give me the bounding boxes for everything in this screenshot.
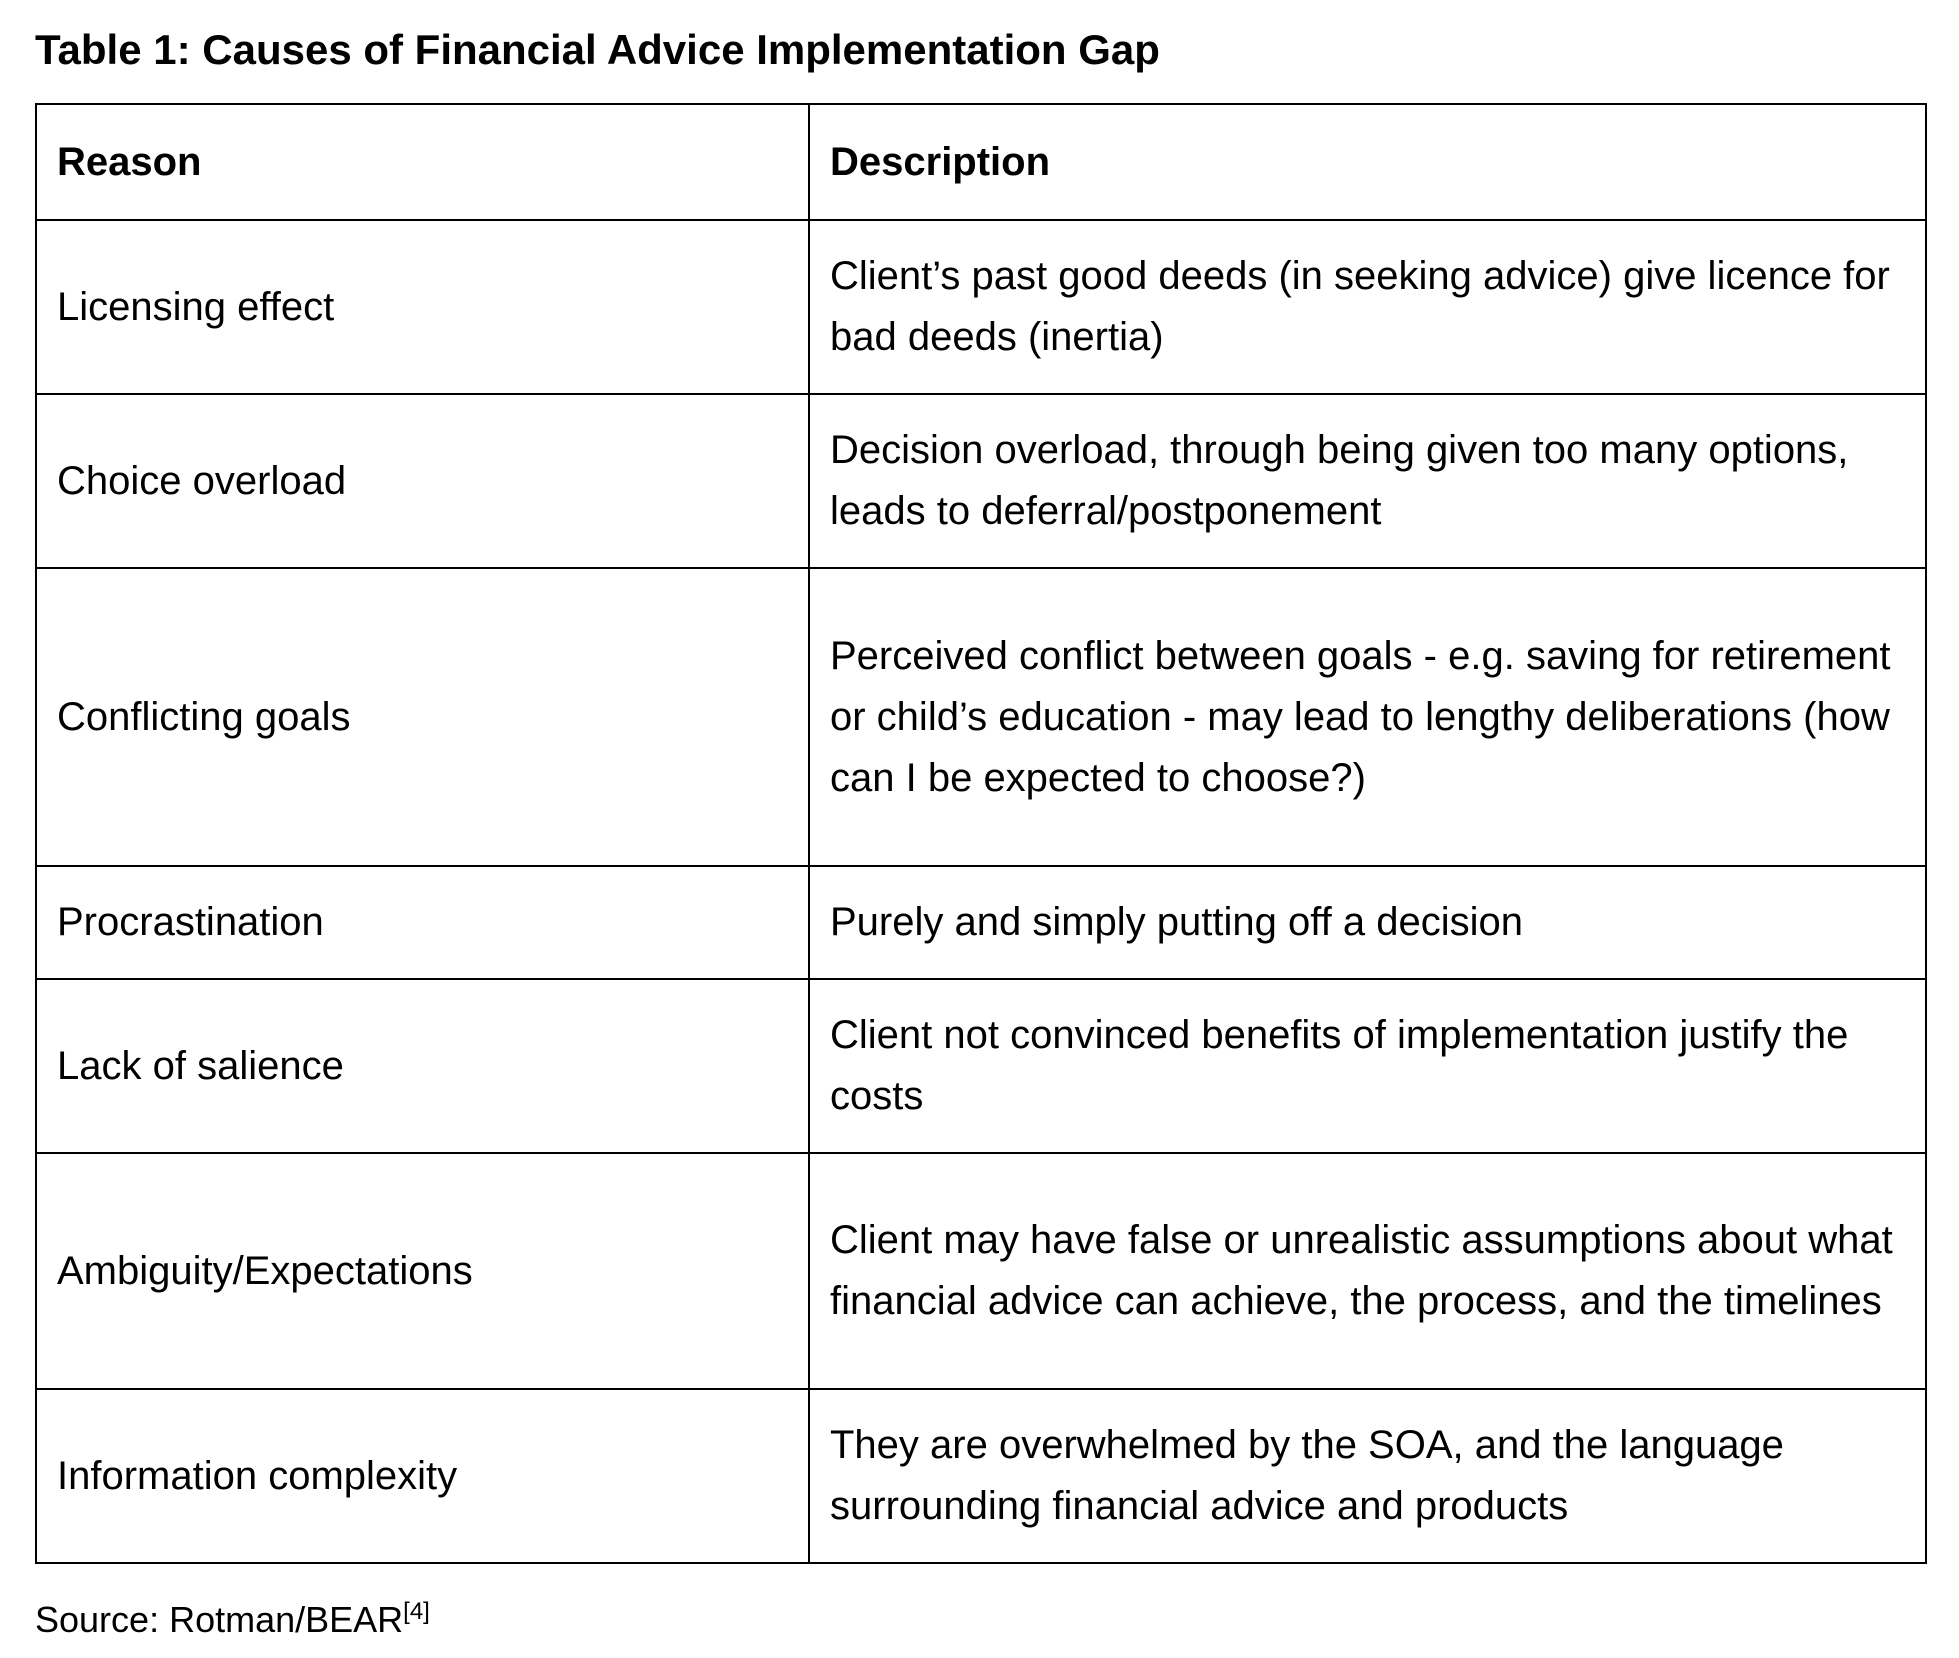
header-reason: Reason (36, 104, 809, 220)
description-cell: Client may have false or unrealistic assumptions about what financial advice can achieve, the process, and the timelines (809, 1153, 1926, 1389)
description-cell: Perceived conflict between goals - e.g. saving for retirement or child’s education - may lead to lengthy deliberations (how can I be expected to choose?) (809, 568, 1926, 866)
table-row (36, 568, 1926, 866)
table-header-row (36, 104, 1926, 220)
causes-table (35, 103, 1927, 1564)
reason-cell: Licensing effect (36, 220, 809, 394)
description-cell: They are overwhelmed by the SOA, and the language surrounding financial advice and products (809, 1389, 1926, 1563)
reason-cell: Information complexity (36, 1389, 809, 1563)
reason-cell: Conflicting goals (36, 568, 809, 866)
header-description: Description (809, 104, 1926, 220)
table-row (36, 979, 1926, 1153)
table-caption: Table 1: Causes of Financial Advice Implementation Gap (35, 26, 1160, 73)
table-row (36, 866, 1926, 979)
reason-cell: Choice overload (36, 394, 809, 568)
table-row (36, 220, 1926, 394)
table-row (36, 1389, 1926, 1563)
reason-cell: Lack of salience (36, 979, 809, 1153)
description-cell: Client’s past good deeds (in seeking advice) give licence for bad deeds (inertia) (809, 220, 1926, 394)
reason-cell: Ambiguity/Expectations (36, 1153, 809, 1389)
source-text: Source: Rotman/BEAR (35, 1599, 404, 1640)
reason-cell: Procrastination (36, 866, 809, 979)
table-row (36, 394, 1926, 568)
description-cell: Client not convinced benefits of implementation justify the costs (809, 979, 1926, 1153)
footnote-reference: [4] (403, 1598, 430, 1625)
source-note (35, 1595, 430, 1645)
description-cell: Decision overload, through being given too many options, leads to deferral/postponement (809, 394, 1926, 568)
description-cell: Purely and simply putting off a decision (809, 866, 1926, 979)
table-row (36, 1153, 1926, 1389)
